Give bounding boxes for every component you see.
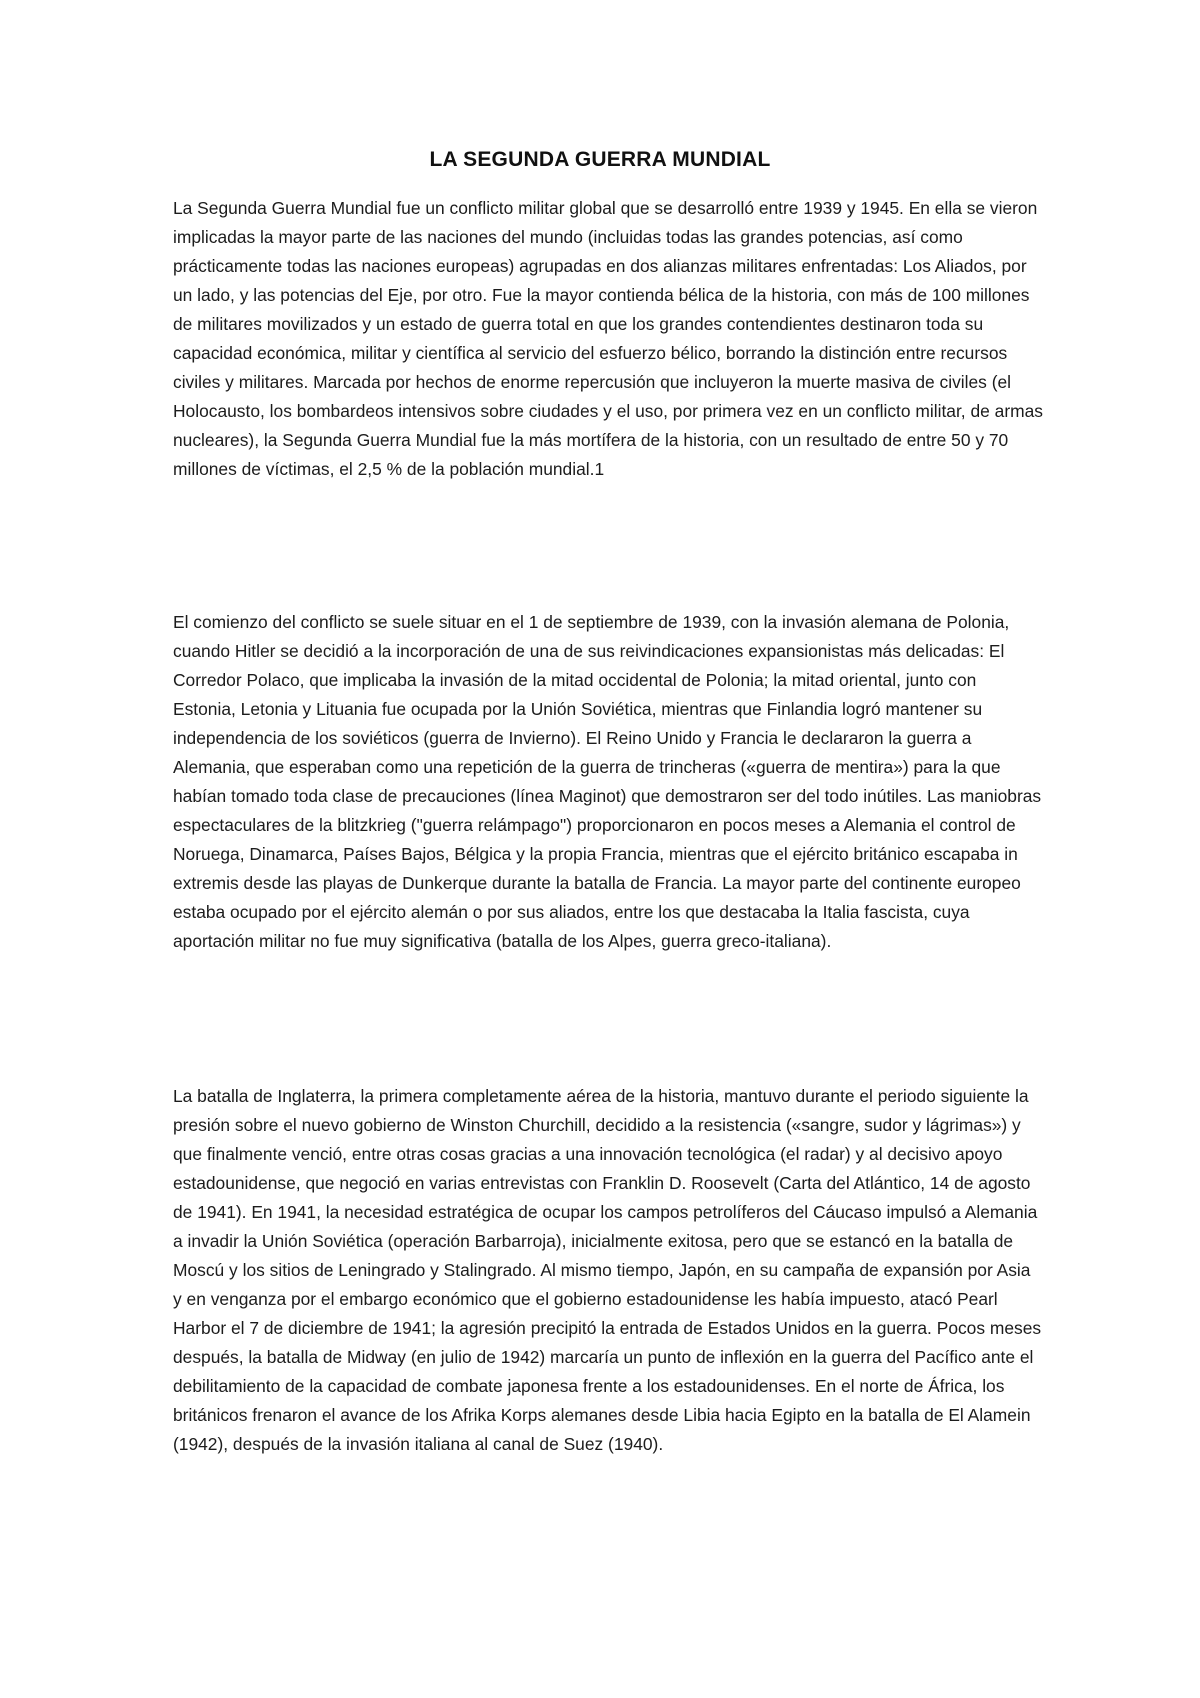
paragraph-introduction: La Segunda Guerra Mundial fue un conflicto militar global que se desarrolló entre 1939 y 1945. En ella se vieron implicadas la mayor parte de las naciones del mundo (incluidas todas las grandes potencias, así como prácticamente todas las naciones europeas) agrupadas en dos alianzas militares enfrentadas: Los Aliados, por un lado, y las potencias del Eje, por otro. Fue la mayor contienda bélica de la historia, con más de 100 millones de militares movilizados y un estado de guerra total en que los grandes contendientes destinaron toda su capacidad económica, militar y científica al servicio del esfuerzo bélico, borrando la distinción entre recursos civiles y militares. Marcada por hechos de enorme repercusión que incluyeron la muerte masiva de civiles (el Holocausto, los bombardeos intensivos sobre ciudades y el uso, por primera vez en un conflicto militar, de armas nucleares), la Segunda Guerra Mundial fue la más mortífera de la historia, con un resultado de entre 50 y 70 millones de víctimas, el 2,5 % de la población mundial.1	[173, 198, 1043, 479]
document-title: LA SEGUNDA GUERRA MUNDIAL	[429, 148, 771, 171]
paragraph-battle-of-britain: La batalla de Inglaterra, la primera completamente aérea de la historia, mantuvo durante el periodo siguiente la presión sobre el nuevo gobierno de Winston Churchill, decidido a la resistencia («sangre, sudor y lágrimas») y que finalmente venció, entre otras cosas gracias a una innovación tecnológica (el radar) y al decisivo apoyo estadounidense, que negoció en varias entrevistas con Franklin D. Roosevelt (Carta del Atlántico, 14 de agosto de 1941). En 1941, la necesidad estratégica de ocupar los campos petrolíferos del Cáucaso impulsó a Alemania a invadir la Unión Soviética (operación Barbarroja), inicialmente exitosa, pero que se estancó en la batalla de Moscú y los sitios de Leningrado y Stalingrado. Al mismo tiempo, Japón, en su campaña de expansión por Asia y en venganza por el embargo económico que el gobierno estadounidense les había impuesto, atacó Pearl Harbor el 7 de diciembre de 1941; la agresión precipitó la entrada de Estados Unidos en la guerra. Pocos meses después, la batalla de Midway (en julio de 1942) marcaría un punto de inflexión en la guerra del Pacífico ante el debilitamiento de la capacidad de combate japonesa frente a los estadounidenses. En el norte de África, los británicos frenaron el avance de los Afrika Korps alemanes desde Libia hacia Egipto en la batalla de El Alamein (1942), después de la invasión italiana al canal de Suez (1940).	[173, 1086, 1042, 1454]
paragraph-war-beginning: El comienzo del conflicto se suele situar en el 1 de septiembre de 1939, con la invasión alemana de Polonia, cuando Hitler se decidió a la incorporación de una de sus reivindicaciones expansionistas más delicadas: El Corredor Polaco, que implicaba la invasión de la mitad occidental de Polonia; la mitad oriental, junto con Estonia, Letonia y Lituania fue ocupada por la Unión Soviética, mientras que Finlandia logró mantener su independencia de los soviéticos (guerra de Invierno). El Reino Unido y Francia le declararon la guerra a Alemania, que esperaban como una repetición de la guerra de trincheras («guerra de mentira») para la que habían tomado toda clase de precauciones (línea Maginot) que demostraron ser del todo inútiles. Las maniobras espectaculares de la blitzkrieg ("guerra relámpago") proporcionaron en pocos meses a Alemania el control de Noruega, Dinamarca, Países Bajos, Bélgica y la propia Francia, mientras que el ejército británico escapaba in extremis desde las playas de Dunkerque durante la batalla de Francia. La mayor parte del continente europeo estaba ocupado por el ejército alemán o por sus aliados, entre los que destacaba la Italia fascista, cuya aportación militar no fue muy significativa (batalla de los Alpes, guerra greco-italiana).	[173, 612, 1042, 951]
